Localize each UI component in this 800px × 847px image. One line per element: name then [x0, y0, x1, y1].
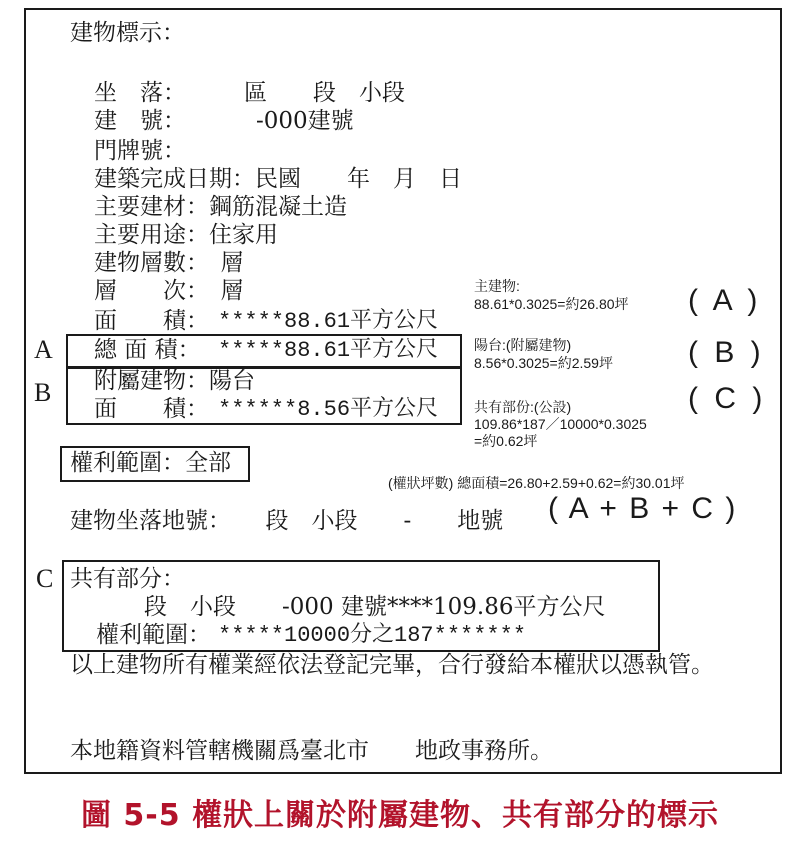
- figure-caption: 圖 5-5 權狀上關於附屬建物、共有部分的標示: [80, 798, 720, 833]
- marker-b: B: [34, 378, 52, 407]
- shared-building-line: 段 小段 -000 建號****109.86平方公尺: [144, 594, 606, 620]
- tag-abc: ( A + B + C ): [548, 492, 738, 525]
- tag-a: ( A ): [688, 284, 762, 317]
- floor-line: 層 次： 層: [94, 278, 244, 304]
- building-no-value: -000建號: [256, 108, 354, 134]
- note-main-title: 主建物:: [474, 278, 520, 294]
- material-line: 主要建材：鋼筋混凝土造: [94, 194, 347, 220]
- total-area-label: 總 面 積：: [94, 337, 201, 363]
- door-no-label: 門牌號：: [94, 138, 186, 164]
- note-shared-calc: 109.86*187／10000*0.3025: [474, 416, 647, 432]
- attached-building-line: 附屬建物：陽台: [94, 368, 255, 394]
- area-label: 面 積：: [94, 308, 209, 334]
- authority-line: 本地籍資料管轄機關爲臺北市 地政事務所。: [70, 738, 553, 764]
- attached-area-label: 面 積：: [94, 396, 209, 422]
- note-balcony-title: 陽台:(附屬建物): [474, 337, 572, 353]
- building-no-label: 建 號：: [94, 108, 186, 134]
- tag-c: ( C ): [688, 382, 767, 415]
- note-balcony-calc: 8.56*0.3025=約2.59坪: [474, 355, 613, 371]
- completion-statement: 以上建物所有權業經依法登記完畢，合行發給本權狀以憑執管。: [70, 652, 714, 678]
- shared-rights-label: 權利範圍：: [96, 622, 211, 648]
- location-value: 區 段 小段: [244, 80, 405, 106]
- note-shared-title: 共有部份:(公設): [474, 399, 572, 415]
- tag-b: ( B ): [688, 336, 765, 369]
- note-total: (權狀坪數) 總面積=26.80+2.59+0.62=約30.01坪: [388, 475, 685, 491]
- marker-a: A: [34, 335, 53, 364]
- shared-heading: 共有部分：: [70, 566, 185, 592]
- note-main-calc: 88.61*0.3025=約26.80坪: [474, 296, 629, 312]
- marker-c: C: [36, 564, 54, 593]
- land-number-line: 建物坐落地號： 段 小段 - 地號: [70, 508, 504, 534]
- area-value: *****88.61平方公尺: [218, 309, 439, 334]
- use-line: 主要用途：住家用: [94, 222, 278, 248]
- rights-scope: 權利範圍：全部: [70, 450, 231, 476]
- location-label: 坐 落：: [94, 80, 186, 106]
- attached-area-value: ******8.56平方公尺: [218, 397, 439, 422]
- floors-line: 建物層數： 層: [94, 250, 244, 276]
- note-shared-result: =約0.62坪: [474, 433, 538, 449]
- completion-date-line: 建築完成日期：民國 年 月 日: [94, 166, 462, 192]
- doc-heading: 建物標示：: [70, 20, 185, 46]
- total-area-value: *****88.61平方公尺: [218, 338, 439, 363]
- shared-rights-value: *****10000分之187*******: [218, 623, 527, 648]
